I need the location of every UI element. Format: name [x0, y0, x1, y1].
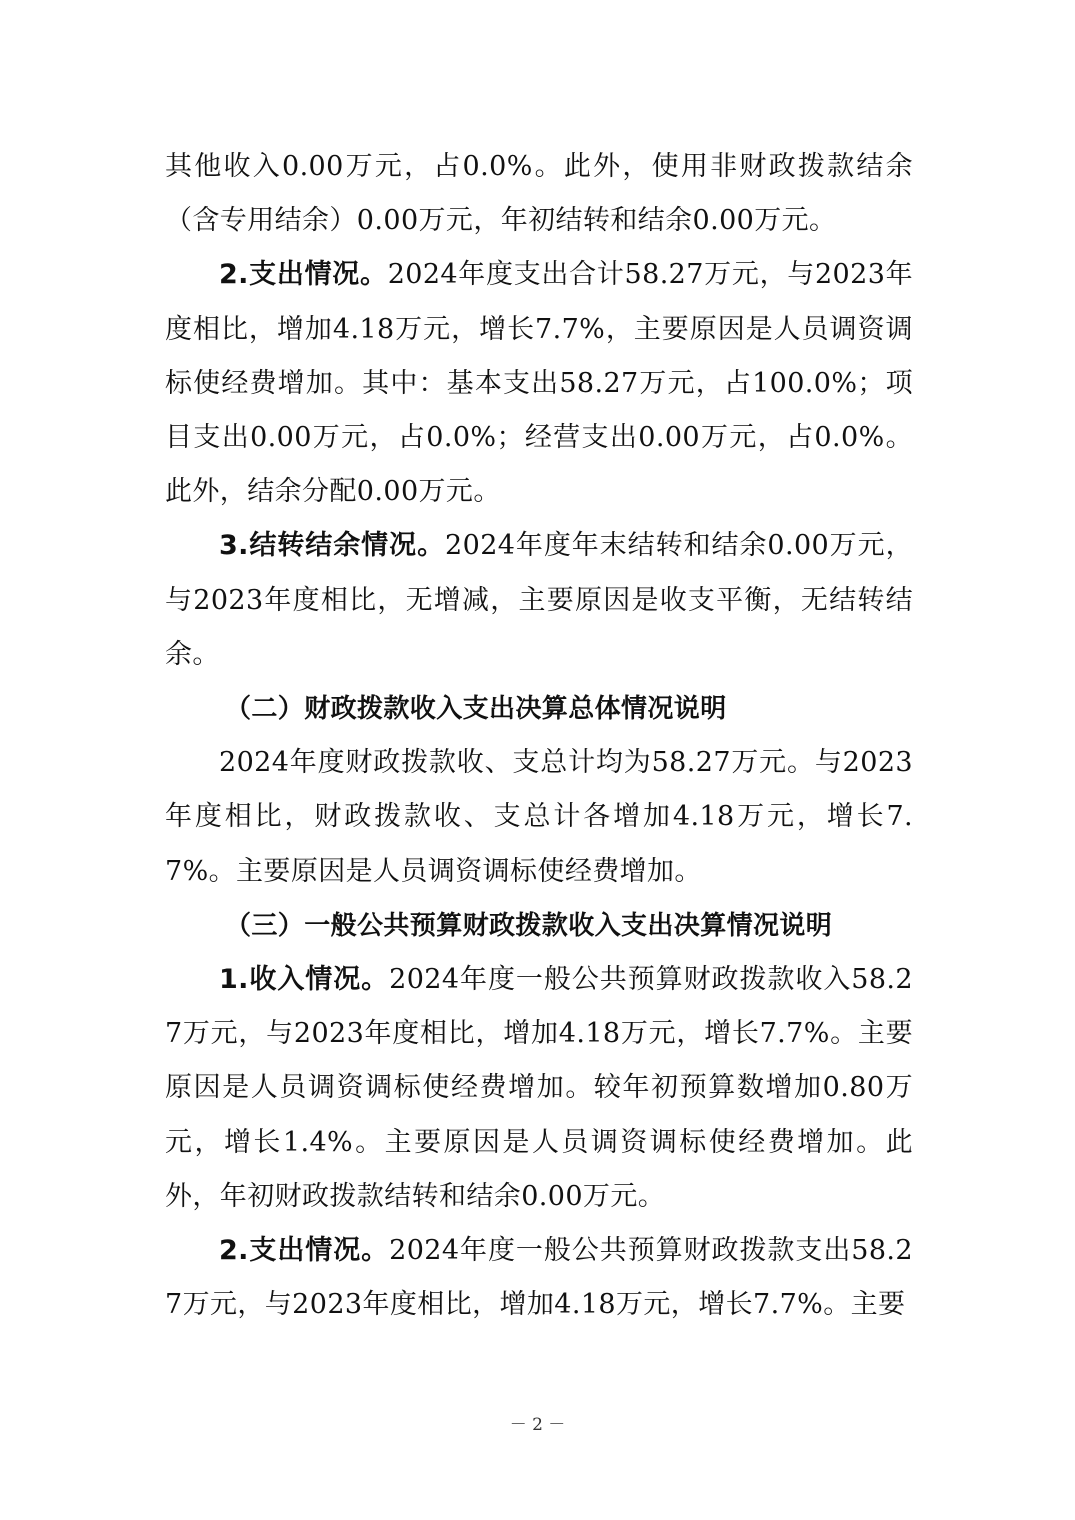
paragraph-text: 2024年度支出合计58.27万元，与2023年度相比，增加4.18万元，增长7.7%，主要原因是人员调资调标使经费增加。其中：基本支出58.27万元，占100.0%；项目支出0.00万元，占0.0%；经营支出0.00万元，占0.0%。此外，结余分配0.00万元。: [165, 259, 913, 508]
paragraph-expenditure: [165, 248, 913, 519]
paragraph-fiscal-total: [165, 736, 913, 899]
paragraph-text: 2024年度财政拨款收、支总计均为58.27万元。与2023年度相比，财政拨款收、支总计各增加4.18万元，增长7.7%。主要原因是人员调资调标使经费增加。: [165, 747, 913, 887]
section-heading-2: （二）财政拨款收入支出决算总体情况说明: [225, 694, 727, 725]
page-number: － 2 －: [509, 1415, 566, 1435]
paragraph-text: 2024年度一般公共预算财政拨款支出58.27万元，与2023年度相比，增加4.18万元，增长7.7%。主要: [165, 1235, 913, 1321]
paragraph-text: 其他收入0.00万元，占0.0%。此外，使用非财政拨款结余（含专用结余）0.00万元，年初结转和结余0.00万元。: [165, 151, 913, 237]
section-heading-3: （三）一般公共预算财政拨款收入支出决算情况说明: [225, 910, 833, 941]
paragraph-lead: 3.结转结余情况。: [219, 530, 446, 562]
paragraph-lead: 2.支出情况。: [219, 1235, 390, 1267]
paragraph-text: 2024年度年末结转和结余0.00万元，与2023年度相比，无增减，主要原因是收支平衡，无结转结余。: [165, 530, 913, 670]
paragraph-lead: 1.收入情况。: [219, 964, 390, 996]
document-page: [165, 140, 913, 1332]
paragraph-carryover: [165, 519, 913, 682]
paragraph-other-income: [165, 140, 913, 248]
paragraph-general-expenditure: [165, 1224, 913, 1332]
paragraph-general-income: [165, 953, 913, 1224]
paragraph-lead: 2.支出情况。: [219, 259, 388, 291]
paragraph-text: 2024年度一般公共预算财政拨款收入58.27万元，与2023年度相比，增加4.18万元，增长7.7%。主要原因是人员调资调标使经费增加。较年初预算数增加0.80万元，增长1.4%。主要原因是人员调资调标使经费增加。此外，年初财政拨款结转和结余0.00万元。: [165, 964, 913, 1212]
